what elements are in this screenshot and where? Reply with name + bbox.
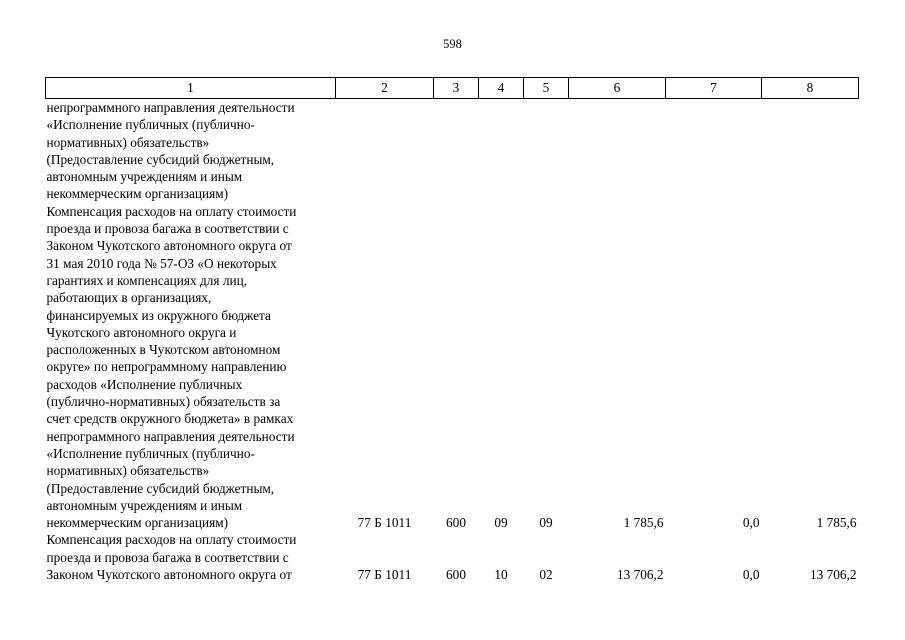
description-line: «Исполнение публичных (публично-	[46, 117, 255, 133]
description-line: Законом Чукотского автономного округа от	[46, 238, 292, 254]
subsection-cell	[524, 99, 569, 203]
header-cell: 7	[666, 78, 762, 99]
subsection-cell: 09	[539, 515, 553, 531]
description-line: (Предоставление субсидий бюджетным,	[46, 151, 275, 167]
description-line: гарантиях и компенсациях для лиц,	[46, 272, 248, 288]
change-cell	[666, 99, 762, 203]
description-line: «Исполнение публичных (публично-	[46, 445, 255, 461]
target-code-cell: 77 Б 1011	[357, 515, 412, 531]
total-cell: 13 706,2	[809, 567, 857, 583]
description-line: счет средств окружного бюджета» в рамках	[46, 411, 294, 427]
table-header-row	[46, 78, 859, 99]
description-cell	[46, 203, 336, 532]
header-cell: 3	[434, 78, 479, 99]
section-cell: 09	[494, 515, 508, 531]
target-code-cell: 77 Б 1011	[357, 567, 412, 583]
table-row	[46, 203, 859, 532]
description-line: (публично-нормативных) обязательств за	[46, 394, 281, 410]
description-line: Законом Чукотского автономного округа от	[46, 567, 292, 583]
header-cell: 4	[479, 78, 524, 99]
expense-kind-cell: 600	[446, 515, 466, 531]
description-line: нормативных) обязательств»	[46, 463, 210, 479]
description-line: автономным учреждениям и иным	[46, 169, 243, 185]
description-line: 31 мая 2010 года № 57-ОЗ «О некоторых	[46, 255, 277, 271]
section-cell: 10	[494, 567, 508, 583]
table-row	[46, 531, 859, 583]
change-cell: 0,0	[742, 567, 760, 583]
page-number: 598	[443, 37, 462, 51]
description-line: расположенных в Чукотском автономном	[46, 342, 281, 358]
description-line: непрограммного направления деятельности	[46, 428, 295, 444]
description-line: финансируемых из окружного бюджета	[46, 307, 271, 323]
amount-cell	[569, 99, 666, 203]
amount-cell: 13 706,2	[616, 567, 664, 583]
description-cell	[46, 99, 336, 203]
description-line: проезда и провоза багажа в соответствии с	[46, 549, 289, 565]
header-cell: 2	[336, 78, 434, 99]
budget-table	[45, 77, 859, 583]
description-line: Чукотского автономного округа и	[46, 324, 237, 340]
amount-cell: 1 785,6	[623, 515, 664, 531]
description-line: нормативных) обязательств»	[46, 134, 210, 150]
description-line: работающих в организациях,	[46, 290, 212, 306]
description-line: некоммерческим организациям)	[46, 186, 229, 202]
description-line: Компенсация расходов на оплату стоимости	[46, 203, 297, 219]
table-row	[46, 99, 859, 203]
target-code-cell	[336, 99, 434, 203]
description-line: Компенсация расходов на оплату стоимости	[46, 532, 297, 548]
change-cell: 0,0	[742, 515, 760, 531]
total-cell	[762, 99, 859, 203]
description-line: непрограммного направления деятельности	[46, 100, 295, 115]
description-line: некоммерческим организациям)	[46, 515, 229, 531]
description-line: автономным учреждениям и иным	[46, 497, 243, 513]
description-line: (Предоставление субсидий бюджетным,	[46, 480, 275, 496]
total-cell: 1 785,6	[816, 515, 857, 531]
expense-kind-cell: 600	[446, 567, 466, 583]
description-cell	[46, 531, 336, 583]
header-cell: 6	[569, 78, 666, 99]
subsection-cell: 02	[539, 567, 553, 583]
header-cell: 8	[762, 78, 859, 99]
header-cell: 5	[524, 78, 569, 99]
header-cell: 1	[46, 78, 336, 99]
section-cell	[479, 99, 524, 203]
expense-kind-cell	[434, 99, 479, 203]
description-line: округе» по непрограммному направлению	[46, 359, 287, 375]
description-line: расходов «Исполнение публичных	[46, 376, 243, 392]
description-line: проезда и провоза багажа в соответствии с	[46, 221, 289, 237]
